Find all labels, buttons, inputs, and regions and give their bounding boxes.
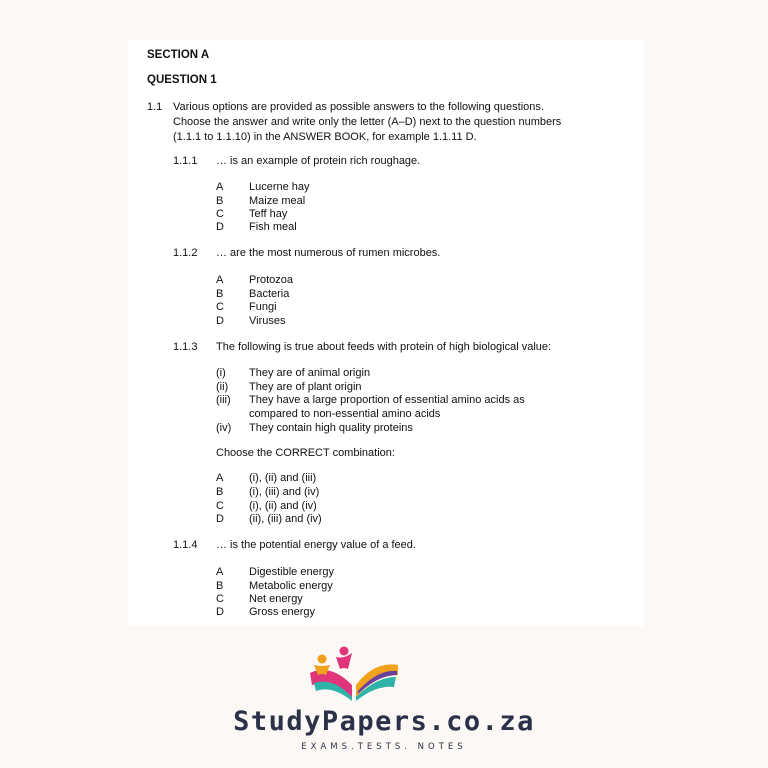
combination-prompt: Choose the CORRECT combination: [216, 447, 395, 459]
question-number: 1.1.3 [173, 341, 198, 353]
option-text: Net energy [249, 593, 303, 605]
option-text: Protozoa [249, 274, 294, 286]
option-text: Lucerne hay [249, 181, 310, 193]
section-heading: SECTION A [147, 49, 210, 61]
statement-text: They have a large proportion of essential amino acids as [249, 394, 525, 406]
intro-line: Choose the answer and write only the letter (A–D) next to the question numbers [173, 116, 562, 128]
brand-name: StudyPapers.co.za [233, 706, 535, 737]
option-letter: C [216, 301, 224, 313]
statement-numeral: (i) [216, 367, 226, 379]
question-stem: … is an example of protein rich roughage. [216, 155, 421, 167]
option-text: (i), (ii) and (iii) [249, 472, 317, 484]
studypapers-logo-icon [300, 645, 410, 705]
option-letter: A [216, 181, 224, 193]
option-letter: D [216, 221, 224, 233]
question-stem: … are the most numerous of rumen microbes. [216, 247, 441, 259]
option-text: Teff hay [249, 208, 288, 220]
option-text: (i), (ii) and (iv) [249, 500, 317, 512]
option-text: (i), (iii) and (iv) [249, 486, 320, 498]
statement-text-continued: compared to non-essential amino acids [249, 408, 441, 420]
option-letter: C [216, 500, 224, 512]
statement-text: They are of animal origin [249, 367, 371, 379]
option-text: Bacteria [249, 288, 290, 300]
option-letter: B [216, 288, 224, 300]
option-letter: C [216, 208, 224, 220]
intro-line: (1.1.1 to 1.1.10) in the ANSWER BOOK, for example 1.1.11 D. [173, 131, 477, 143]
option-letter: A [216, 274, 224, 286]
option-text: Metabolic energy [249, 580, 333, 592]
option-letter: B [216, 580, 224, 592]
question-number: 1.1.4 [173, 539, 198, 551]
exam-page [128, 40, 644, 626]
option-text: Maize meal [249, 195, 306, 207]
intro-line: Various options are provided as possible answers to the following questions. [173, 101, 544, 113]
question-stem: … is the potential energy value of a feed. [216, 539, 416, 551]
question-number: 1.1.2 [173, 247, 198, 259]
statement-numeral: (iii) [216, 394, 231, 406]
option-text: Fish meal [249, 221, 297, 233]
intro-number: 1.1 [147, 101, 163, 113]
option-letter: B [216, 195, 224, 207]
option-letter: B [216, 486, 224, 498]
statement-text: They are of plant origin [249, 381, 362, 393]
statement-text: They contain high quality proteins [249, 422, 413, 434]
option-text: Viruses [249, 315, 286, 327]
question-stem: The following is true about feeds with protein of high biological value: [216, 341, 552, 353]
option-text: (ii), (iii) and (iv) [249, 513, 322, 525]
question-number: 1.1.1 [173, 155, 198, 167]
option-letter: A [216, 566, 224, 578]
option-text: Gross energy [249, 606, 316, 618]
question-heading: QUESTION 1 [147, 74, 217, 86]
statement-numeral: (iv) [216, 422, 232, 434]
brand-tagline: EXAMS.TESTS. NOTES [301, 742, 467, 752]
option-letter: A [216, 472, 224, 484]
option-text: Fungi [249, 301, 277, 313]
option-text: Digestible energy [249, 566, 334, 578]
option-letter: C [216, 593, 224, 605]
option-letter: D [216, 513, 224, 525]
option-letter: D [216, 606, 224, 618]
option-letter: D [216, 315, 224, 327]
statement-numeral: (ii) [216, 381, 229, 393]
